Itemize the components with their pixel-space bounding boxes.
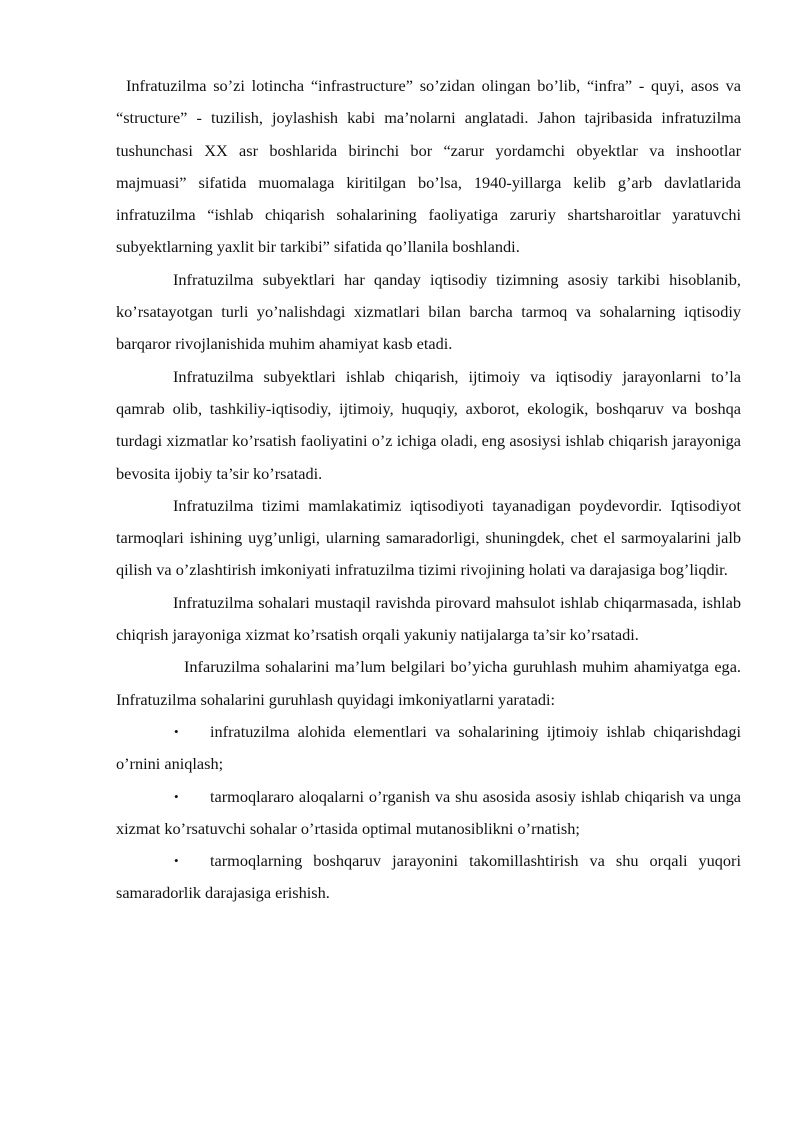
paragraph-infrastructure-etymology: Infratuzilma so’zi lotincha “infrastructure” so’zidan olingan bo’lib, “infra” - quyi, asos va “structure” - tuzilish, joylashish kabi ma’nolarni anglatadi. Jahon tajribasida infratuzilma tushunchasi XX asr boshlarida birinchi bor “zarur yordamchi obyektlar va inshootlar majmuasi” sifatida muomalaga kiritilgan bo’lsa, 1940-yillarga kelib g’arb davlatlarida infratuzilma “ishlab chiqarish sohalarining faoliyatiga zaruriy shartsharoitlar yaratuvchi subyektlarning yaxlit bir tarkibi” sifatida qo’llanila boshlandi.	[116, 76, 741, 257]
paragraph-infrastructure-services: Infratuzilma subyektlari ishlab chiqarish, ijtimoiy va iqtisodiy jarayonlarni to’la qamrab olib, tashkiliy-iqtisodiy, ijtimoiy, huquqiy, axborot, ekologik, boshqaruv va boshqa turdagi xizmatlar ko’rsatish faoliyatini o’z ichiga oladi, eng asosiysi ishlab chiqarish jarayoniga bevosita ijobiy ta’sir ko’rsatadi.	[116, 366, 741, 483]
list-item-text: tarmoqlararo aloqalarni o’rganish va shu asosida asosiy ishlab chiqarish va unga xizmat ko’rsatuvchi sohalar o’rtasida optimal mutanosiblikni o’rnatish;	[116, 786, 741, 838]
bullet-icon: •	[174, 853, 179, 869]
list-item-text: infratuzilma alohida elementlari va sohalarining ijtimoiy ishlab chiqarishdagi o’rnini aniqlash;	[116, 721, 741, 774]
paragraph-infrastructure-subjects: Infratuzilma subyektlari har qanday iqtisodiy tizimning asosiy tarkibi hisoblanib, ko’rsatayotgan turli yo’nalishdagi xizmatlari bilan barcha tarmoq va sohalarning iqtisodiy barqaror rivojlanishida muhim ahamiyat kasb etadi.	[116, 269, 741, 354]
document-body	[116, 70, 741, 910]
list-item-text: tarmoqlarning boshqaruv jarayonini takomillashtirish va shu orqali yuqori samaradorlik darajasiga erishish.	[116, 851, 741, 903]
list-item	[116, 716, 741, 781]
list-item	[116, 781, 741, 846]
bullet-icon: •	[174, 788, 179, 804]
bullet-icon: •	[174, 723, 179, 739]
paragraph-infrastructure-foundation: Infratuzilma tizimi mamlakatimiz iqtisodiyoti tayanadigan poydevordir. Iqtisodiyot tarmoqlari ishining uyg’unligi, ularning samaradorligi, shuningdek, chet el sarmoyalarini jalb qilish va o’zlashtirish imkoniyati infratuzilma tizimi rivojining holati va darajasiga bog’liqdir.	[116, 495, 741, 580]
list-item	[116, 845, 741, 910]
paragraph-infrastructure-impact: Infratuzilma sohalari mustaqil ravishda pirovard mahsulot ishlab chiqarmasada, ishlab chiqrish jarayoniga xizmat ko’rsatish orqali yakuniy natijalarga ta’sir ko’rsatadi.	[116, 592, 741, 645]
paragraph-infrastructure-grouping: Infaruzilma sohalarini ma’lum belgilari bo’yicha guruhlash muhim ahamiyatga ega. Infratuzilma sohalarini guruhlash quyidagi imkoniyatlarni yaratadi:	[116, 657, 741, 709]
